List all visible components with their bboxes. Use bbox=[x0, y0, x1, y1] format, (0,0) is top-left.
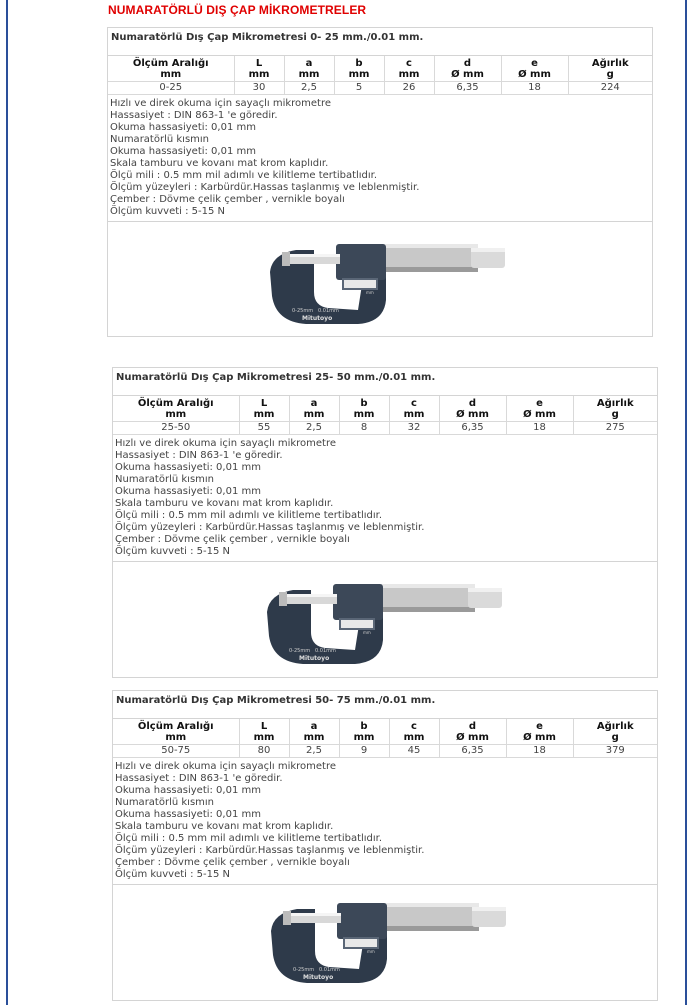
page-frame-right bbox=[685, 0, 687, 1005]
page-frame-left bbox=[6, 0, 8, 1005]
col-weight: Ağırlık g bbox=[568, 56, 652, 82]
image-range-label: 0-25mm bbox=[289, 648, 311, 654]
col-range: Ölçüm Aralığı mm bbox=[113, 396, 239, 422]
page-title: NUMARATÖRLÜ DIŞ ÇAP MİKROMETRELER bbox=[108, 3, 367, 17]
cell-a: 2,5 bbox=[289, 745, 339, 758]
cell-e: 18 bbox=[501, 82, 568, 95]
cell-l: 55 bbox=[239, 422, 289, 435]
image-resolution-label: 0.01mm bbox=[315, 648, 336, 654]
spec-header-row bbox=[108, 56, 652, 82]
col-range: Ölçüm Aralığı mm bbox=[113, 719, 239, 745]
col-e: e Ø mm bbox=[501, 56, 568, 82]
cell-l: 30 bbox=[234, 82, 284, 95]
image-brand-label: Mitutoyo bbox=[302, 315, 333, 322]
cell-d: 6,35 bbox=[439, 422, 506, 435]
image-range-label: 0-25mm bbox=[292, 308, 314, 314]
col-b: b mm bbox=[339, 719, 389, 745]
image-resolution-label: 0.01mm bbox=[319, 967, 340, 973]
cell-weight: 224 bbox=[568, 82, 652, 95]
micrometer-image bbox=[266, 232, 512, 332]
spec-data-row bbox=[113, 745, 657, 758]
col-a: a mm bbox=[289, 396, 339, 422]
spec-table bbox=[113, 396, 657, 435]
col-e: e Ø mm bbox=[506, 719, 573, 745]
col-c: c mm bbox=[389, 396, 439, 422]
product-title: Numaratörlü Dış Çap Mikrometresi 0- 25 mm./0.01 mm. bbox=[108, 28, 652, 56]
image-unit-label: mm bbox=[363, 630, 371, 635]
micrometer-image bbox=[263, 572, 509, 672]
product-card bbox=[112, 367, 658, 678]
cell-d: 6,35 bbox=[434, 82, 501, 95]
product-description: Hızlı ve direk okuma için sayaçlı mikrometre Hassasiyet : DIN 863-1 'e göredir. Okuma hassasiyeti: 0,01 mm Numaratörlü kısmın Okuma hassasiyeti: 0,01 mm Skala tamburu ve kovanı mat krom kaplıdır. Ölçü mili : 0.5 mm mil adımlı ve kilitleme tertibatlıdır. Ölçüm yüzeyleri : Karbürdür.Hassas taşlanmış ve leblenmiştir. Çember : Dövme çelik çember , vernikle boyalı Ölçüm kuvveti : 5-15 N bbox=[113, 435, 657, 562]
cell-c: 45 bbox=[389, 745, 439, 758]
col-a: a mm bbox=[284, 56, 334, 82]
col-c: c mm bbox=[389, 719, 439, 745]
product-card bbox=[112, 690, 658, 1001]
cell-b: 9 bbox=[339, 745, 389, 758]
col-weight: Ağırlık g bbox=[573, 396, 657, 422]
col-weight: Ağırlık g bbox=[573, 719, 657, 745]
cell-c: 32 bbox=[389, 422, 439, 435]
cell-b: 5 bbox=[334, 82, 384, 95]
spec-data-row bbox=[108, 82, 652, 95]
col-d: d Ø mm bbox=[439, 396, 506, 422]
spec-header-row bbox=[113, 396, 657, 422]
image-unit-label: mm bbox=[367, 949, 375, 954]
spec-table bbox=[113, 719, 657, 758]
cell-weight: 275 bbox=[573, 422, 657, 435]
col-l: L mm bbox=[239, 396, 289, 422]
image-range-label: 0-25mm bbox=[293, 967, 315, 973]
image-brand-label: Mitutoyo bbox=[299, 655, 330, 662]
col-a: a mm bbox=[289, 719, 339, 745]
spec-table bbox=[108, 56, 652, 95]
cell-range: 50-75 bbox=[113, 745, 239, 758]
cell-a: 2,5 bbox=[284, 82, 334, 95]
col-b: b mm bbox=[334, 56, 384, 82]
spec-header-row bbox=[113, 719, 657, 745]
image-unit-label: mm bbox=[366, 290, 374, 295]
product-description: Hızlı ve direk okuma için sayaçlı mikrometre Hassasiyet : DIN 863-1 'e göredir. Okuma hassasiyeti: 0,01 mm Numaratörlü kısmın Okuma hassasiyeti: 0,01 mm Skala tamburu ve kovanı mat krom kaplıdır. Ölçü mili : 0.5 mm mil adımlı ve kilitleme tertibatlıdır. Ölçüm yüzeyleri : Karbürdür.Hassas taşlanmış ve leblenmiştir. Çember : Dövme çelik çember , vernikle boyalı Ölçüm kuvveti : 5-15 N bbox=[108, 95, 652, 222]
col-l: L mm bbox=[239, 719, 289, 745]
cell-range: 25-50 bbox=[113, 422, 239, 435]
col-d: d Ø mm bbox=[434, 56, 501, 82]
cell-a: 2,5 bbox=[289, 422, 339, 435]
col-d: d Ø mm bbox=[439, 719, 506, 745]
micrometer-image bbox=[267, 891, 513, 991]
cell-d: 6,35 bbox=[439, 745, 506, 758]
col-c: c mm bbox=[384, 56, 434, 82]
cell-c: 26 bbox=[384, 82, 434, 95]
spec-data-row bbox=[113, 422, 657, 435]
product-title: Numaratörlü Dış Çap Mikrometresi 50- 75 mm./0.01 mm. bbox=[113, 691, 657, 719]
cell-b: 8 bbox=[339, 422, 389, 435]
cell-weight: 379 bbox=[573, 745, 657, 758]
cell-range: 0-25 bbox=[108, 82, 234, 95]
col-range: Ölçüm Aralığı mm bbox=[108, 56, 234, 82]
cell-e: 18 bbox=[506, 422, 573, 435]
col-e: e Ø mm bbox=[506, 396, 573, 422]
col-b: b mm bbox=[339, 396, 389, 422]
cell-e: 18 bbox=[506, 745, 573, 758]
image-brand-label: Mitutoyo bbox=[303, 974, 334, 981]
col-l: L mm bbox=[234, 56, 284, 82]
cell-l: 80 bbox=[239, 745, 289, 758]
product-card bbox=[107, 27, 653, 337]
product-description: Hızlı ve direk okuma için sayaçlı mikrometre Hassasiyet : DIN 863-1 'e göredir. Okuma hassasiyeti: 0,01 mm Numaratörlü kısmın Okuma hassasiyeti: 0,01 mm Skala tamburu ve kovanı mat krom kaplıdır. Ölçü mili : 0.5 mm mil adımlı ve kilitleme tertibatlıdır. Ölçüm yüzeyleri : Karbürdür.Hassas taşlanmış ve leblenmiştir. Çember : Dövme çelik çember , vernikle boyalı Ölçüm kuvveti : 5-15 N bbox=[113, 758, 657, 885]
image-resolution-label: 0.01mm bbox=[318, 308, 339, 314]
product-title: Numaratörlü Dış Çap Mikrometresi 25- 50 mm./0.01 mm. bbox=[113, 368, 657, 396]
